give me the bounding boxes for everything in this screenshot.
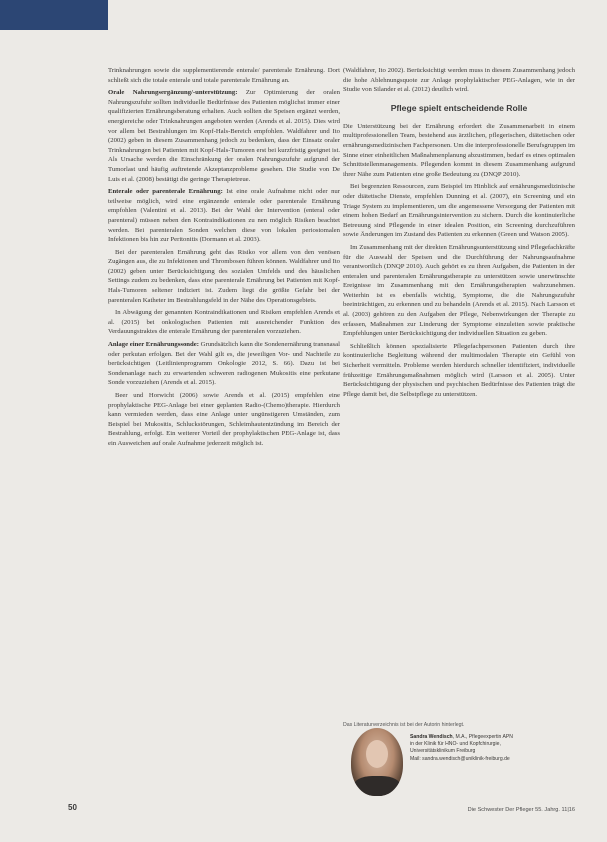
literature-note: Das Literaturverzeichnis ist bei der Autorin hinterlegt.: [343, 722, 465, 728]
section-heading: Pflege spielt entscheidende Rolle: [390, 102, 528, 113]
paragraph: Schließlich können spezialisierte Pflegefachpersonen Patienten durch ihre kontinuierliche Begleitung während der multimodalen Therapie ein Gefühl von Sicherheit vermitteln. Probleme werden hierdurch schneller identifiziert, individuelle frühzeitige Ernährungsmaßnahmen möglich wird (Larsson et al. 2005). Unter Berücksichtigung der physischen und psychischen Bedürfnisse des Patienten trägt die Pflege damit bei, die Selbstpflege zu unterstützen.: [343, 342, 575, 398]
paragraph-lead: Anlage einer Ernährungssonde:: [108, 341, 199, 349]
paragraph-body: Zur Optimierung der oralen Nahrungszufuhr sollten individuelle Bedürfnisse des Patienten möglichst immer einer qualifizierten Ernährungsberatung erhalten. Auch sollten die Speisen ergänzt werden, energiereiche oder Trinknahrungen angeboten werden (Arends et al. 2015). Dies wird vor allem bei Bestrahlungen im Kopf-Hals-Bereich empfohlen. Waldfahrer und Ito (2002) geben in diesem Zusammenhang jedoch zu bedenken, dass der Einsatz oraler Trinknahrungen bei Patienten mit Kopf-Hals-Tumoren erst bei kurzfristig geeignet ist. Als Ursache werden die Einschränkung der oralen Nahrungszufuhr aufgrund der Tumorlast und häufig auftretende Akzeptanzprobleme gesehen. Die Studie von De Luis et al. (2008) bestätigt die geringe Therapietreue.: [108, 89, 340, 183]
author-face: [366, 740, 388, 768]
paragraph-body: Ist eine orale Aufnahme nicht oder nur teilweise möglich, wird eine ergänzende enterale oder parenterale Ernährung empfohlen (Valentini et al. 2013). Bei der Wahl der Intervention (enteral oder parenteral) müssen neben den Kontraindikationen zu nen möglich Risiken beachtet werden. Bei parenteralen Sonden welchen diese von lokalen periostomalen Infektionen bis hin zur Peritonitis (Dormann et al. 2003).: [108, 188, 340, 244]
journal-footer: Die Schwester Der Pfleger 55. Jahrg. 11|16: [467, 807, 575, 813]
paragraph-body: Grundsätzlich kann die Sondenernährung transnasal oder perkutan erfolgen. Bei der Wahl gilt es, die jeweiligen Vor- und Nachteile zu berücksichtigen (Leitlinienprogramm Onkologie 2012, S. 66). Dazu ist bei Sondenanlage nach zu erwartenden schweren radiogenen Mukositis eine perkutane Sonde vorzuziehen (Arends et al. 2015).: [108, 341, 340, 387]
paragraph: Die Unterstützung bei der Ernährung erfordert die Zusammenarbeit in einem multiprofessionellen Team, bestehend aus ärztlichen, pflegerischen, diätetischen oder ernährungsmedizinischen Fachpersonen. Um die interprofessionelle Berufsgruppen im Sinne einer einheitlichen Maßnahmenplanung abzustimmen, bedarf es eines optimalen Schnittstellenmanagements. Pflegenden kommt in diesem Zusammenhang aufgrund ihrer Nähe zum Patienten eine große Bedeutung zu (DNQP 2010).: [343, 122, 575, 178]
author-photo: [351, 728, 403, 796]
paragraph: (Waldfahrer, Ito 2002). Berücksichtigt werden muss in diesem Zusammenhang jedoch die hohe Ablehnungsquote zur Anlage prophylaktischer PEG-Anlagen, wie in der Studie von Silander et al. (2012) deutlich wird.: [343, 67, 575, 94]
paragraph-lead: Orale Nahrungsergänzung/-unterstützung:: [108, 89, 238, 97]
text-column-left: [108, 66, 340, 452]
paragraph-lead: Enterale oder parenterale Ernährung:: [108, 188, 223, 196]
accent-bar: [0, 0, 108, 30]
paragraph: Beer und Horwicht (2006) sowie Arends et al. (2015) empfehlen eine prophylaktische PEG-Anlage bei einer geplanten Radio-(Chemo)therapie. Hierdurch kann vermieden werden, dass eine Anlage unter ungünstigeren Umständen, zum Beispiel bei Mukositis, Schluckstörungen, Schleimhautentzündung im Bereich der Bestrahlung, erfolgt. Ein weiterer Vorteil der prophylaktischen PEG-Anlage ist, dass ein Ausweichen auf orale Aufnahme jederzeit möglich ist.: [108, 392, 340, 447]
paragraph: [108, 88, 340, 184]
author-shoulders: [353, 776, 401, 796]
author-title: , M.A., Pflegeexpertin APN: [452, 734, 513, 740]
text-column-right: [343, 66, 575, 402]
paragraph: In Abwägung der genannten Kontraindikationen und Risiken empfehlen Arends et al. (2015) bei onkologischen Patienten mit ausreichender Funktion des Verdauungstraktes die enterale Ernährung der parenteralen vorzuziehen.: [108, 309, 340, 336]
paragraph: Bei der parenteralen Ernährung geht das Risiko vor allem von den venösen Zugängen aus, die zu Infektionen und Thrombosen führen können. Waldfahrer und Ito (2002) geben unter Berücksichtigung des sozialen Umfelds und des häuslichen Settings zudem zu bedenken, dass eine parenterale Ernährung bei Patienten mit Kopf-Hals-Tumoren seltener indiziert ist. Zudem liegt die größte Gefahr bei der parenteralen Katheter im Bestrahlungsfeld in der Nähe des Operationsgebiets.: [108, 248, 340, 304]
author-info: [410, 734, 585, 763]
author-department: in der Klinik für HNO- und Kopfchirurgie,: [410, 741, 501, 748]
paragraph: Im Zusammenhang mit der direkten Ernährungsunterstützung sind Pflegefachkräfte für die Auswahl der Speisen und die Durchführung der Nahrungsaufnahme verantwortlich (DNQP 2010). Auch gehört es zu ihren Aufgaben, die Patienten in der enteralen und parenteralen Ernährungstherapie zu unterstützen sowie unerwünschte Ereignisse im Zusammenhang mit den Ernährungstherapien wahrzunehmen. Weiterhin ist es ebenfalls wichtig, Symptome, die die Nahrungszufuhr beeinträchtigen, zu erkennen und zu behandeln (Arends et al. 2015). Nach Larsson et al. (2003) gehören zu den Aufgaben der Pflege, Nebenwirkungen der Therapie zu erfassen, Maßnahmen zur Linderung der Symptome einzuleiten sowie praktische Empfehlungen unter Berücksichtigung der individuellen Situation zu geben.: [343, 243, 575, 338]
page-number: 50: [68, 803, 77, 812]
paragraph: Trinknahrungen sowie die supplementierende enterale/ parenterale Ernährung. Dort schließt sich die totale enterale und totale parenterale Ernährung an.: [108, 67, 340, 84]
paragraph: Bei begrenzten Ressourcen, zum Beispiel im Hinblick auf ernährungsmedizinische oder diätetische Dienste, empfehlen Dunning et al. (2007), ein Screening und ein Triage System zu implementieren, um die angemessene Versorgung der Patienten mit einem hohen Bedarf an Ernährungsintervention zu sichern. Durch die kontinuierliche Betreuung sind Pflegende in einer idealen Position, ein Screening durchzuführen sowie Änderungen im Zustand des Patienten zu erkennen (Green und Watson 2005).: [343, 183, 575, 239]
paragraph: [108, 187, 340, 245]
paragraph: [108, 340, 340, 388]
author-institution: Universitätsklinikum Freiburg: [410, 748, 476, 755]
author-box: [343, 728, 583, 808]
author-email: Mail: sandra.wendisch@uniklinik-freiburg.de: [410, 755, 510, 762]
author-name: Sandra Wendisch: [410, 734, 453, 740]
